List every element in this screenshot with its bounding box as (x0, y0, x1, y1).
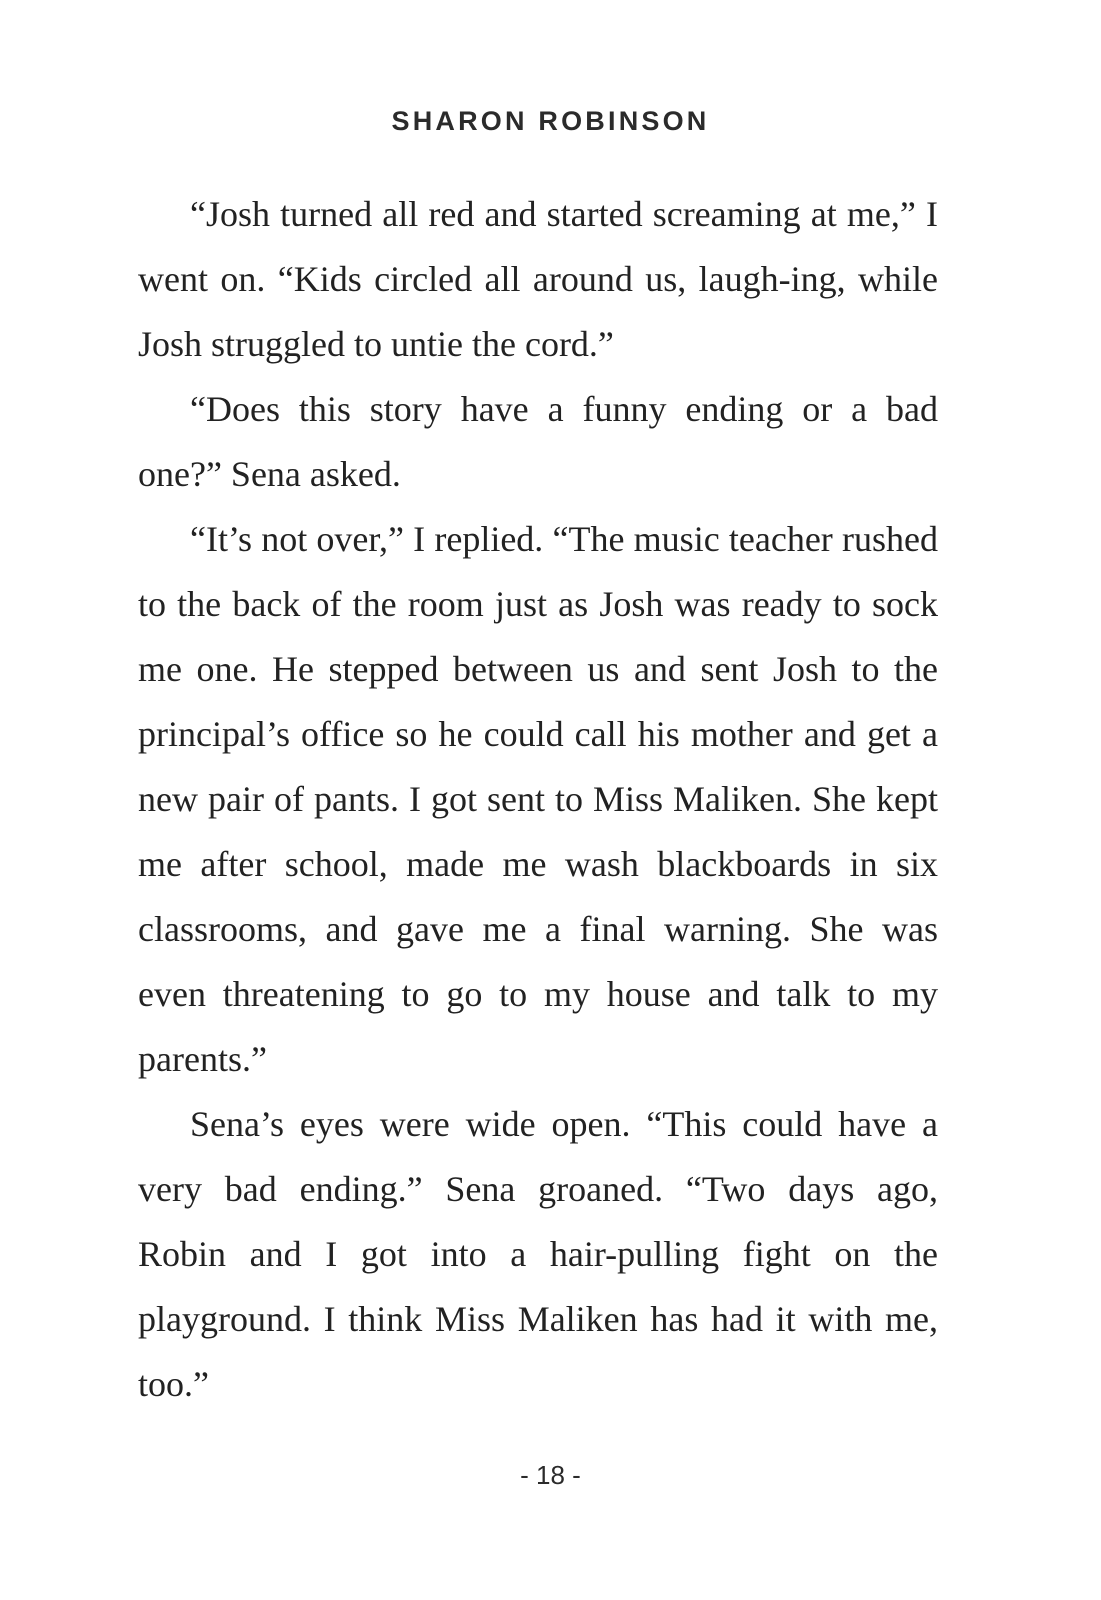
paragraph: “It’s not over,” I replied. “The music teacher rushed to the back of the room just as Josh was ready to sock me one. He stepped between us and sent Josh to the principal’s office so he could call his mother and get a new pair of pants. I got sent to Miss Maliken. She kept me after school, made me wash blackboards in six classrooms, and gave me a final warning. She was even threatening to go to my house and talk to my parents.” (138, 519, 938, 1079)
page-number: - 18 - (520, 1460, 581, 1490)
paragraph: Sena’s eyes were wide open. “This could have a very bad ending.” Sena groaned. “Two days ago, Robin and I got into a hair-pulling fight on the playground. I think Miss Maliken has had it with me, too.” (138, 1104, 938, 1404)
paragraph: “Josh turned all red and started screaming at me,” I went on. “Kids circled all around us, laugh-ing, while Josh struggled to untie the cord.” (138, 194, 938, 364)
body-text (138, 182, 938, 1417)
paragraph: “Does this story have a funny ending or a bad one?” Sena asked. (138, 389, 938, 494)
running-head: SHARON ROBINSON (391, 106, 710, 136)
